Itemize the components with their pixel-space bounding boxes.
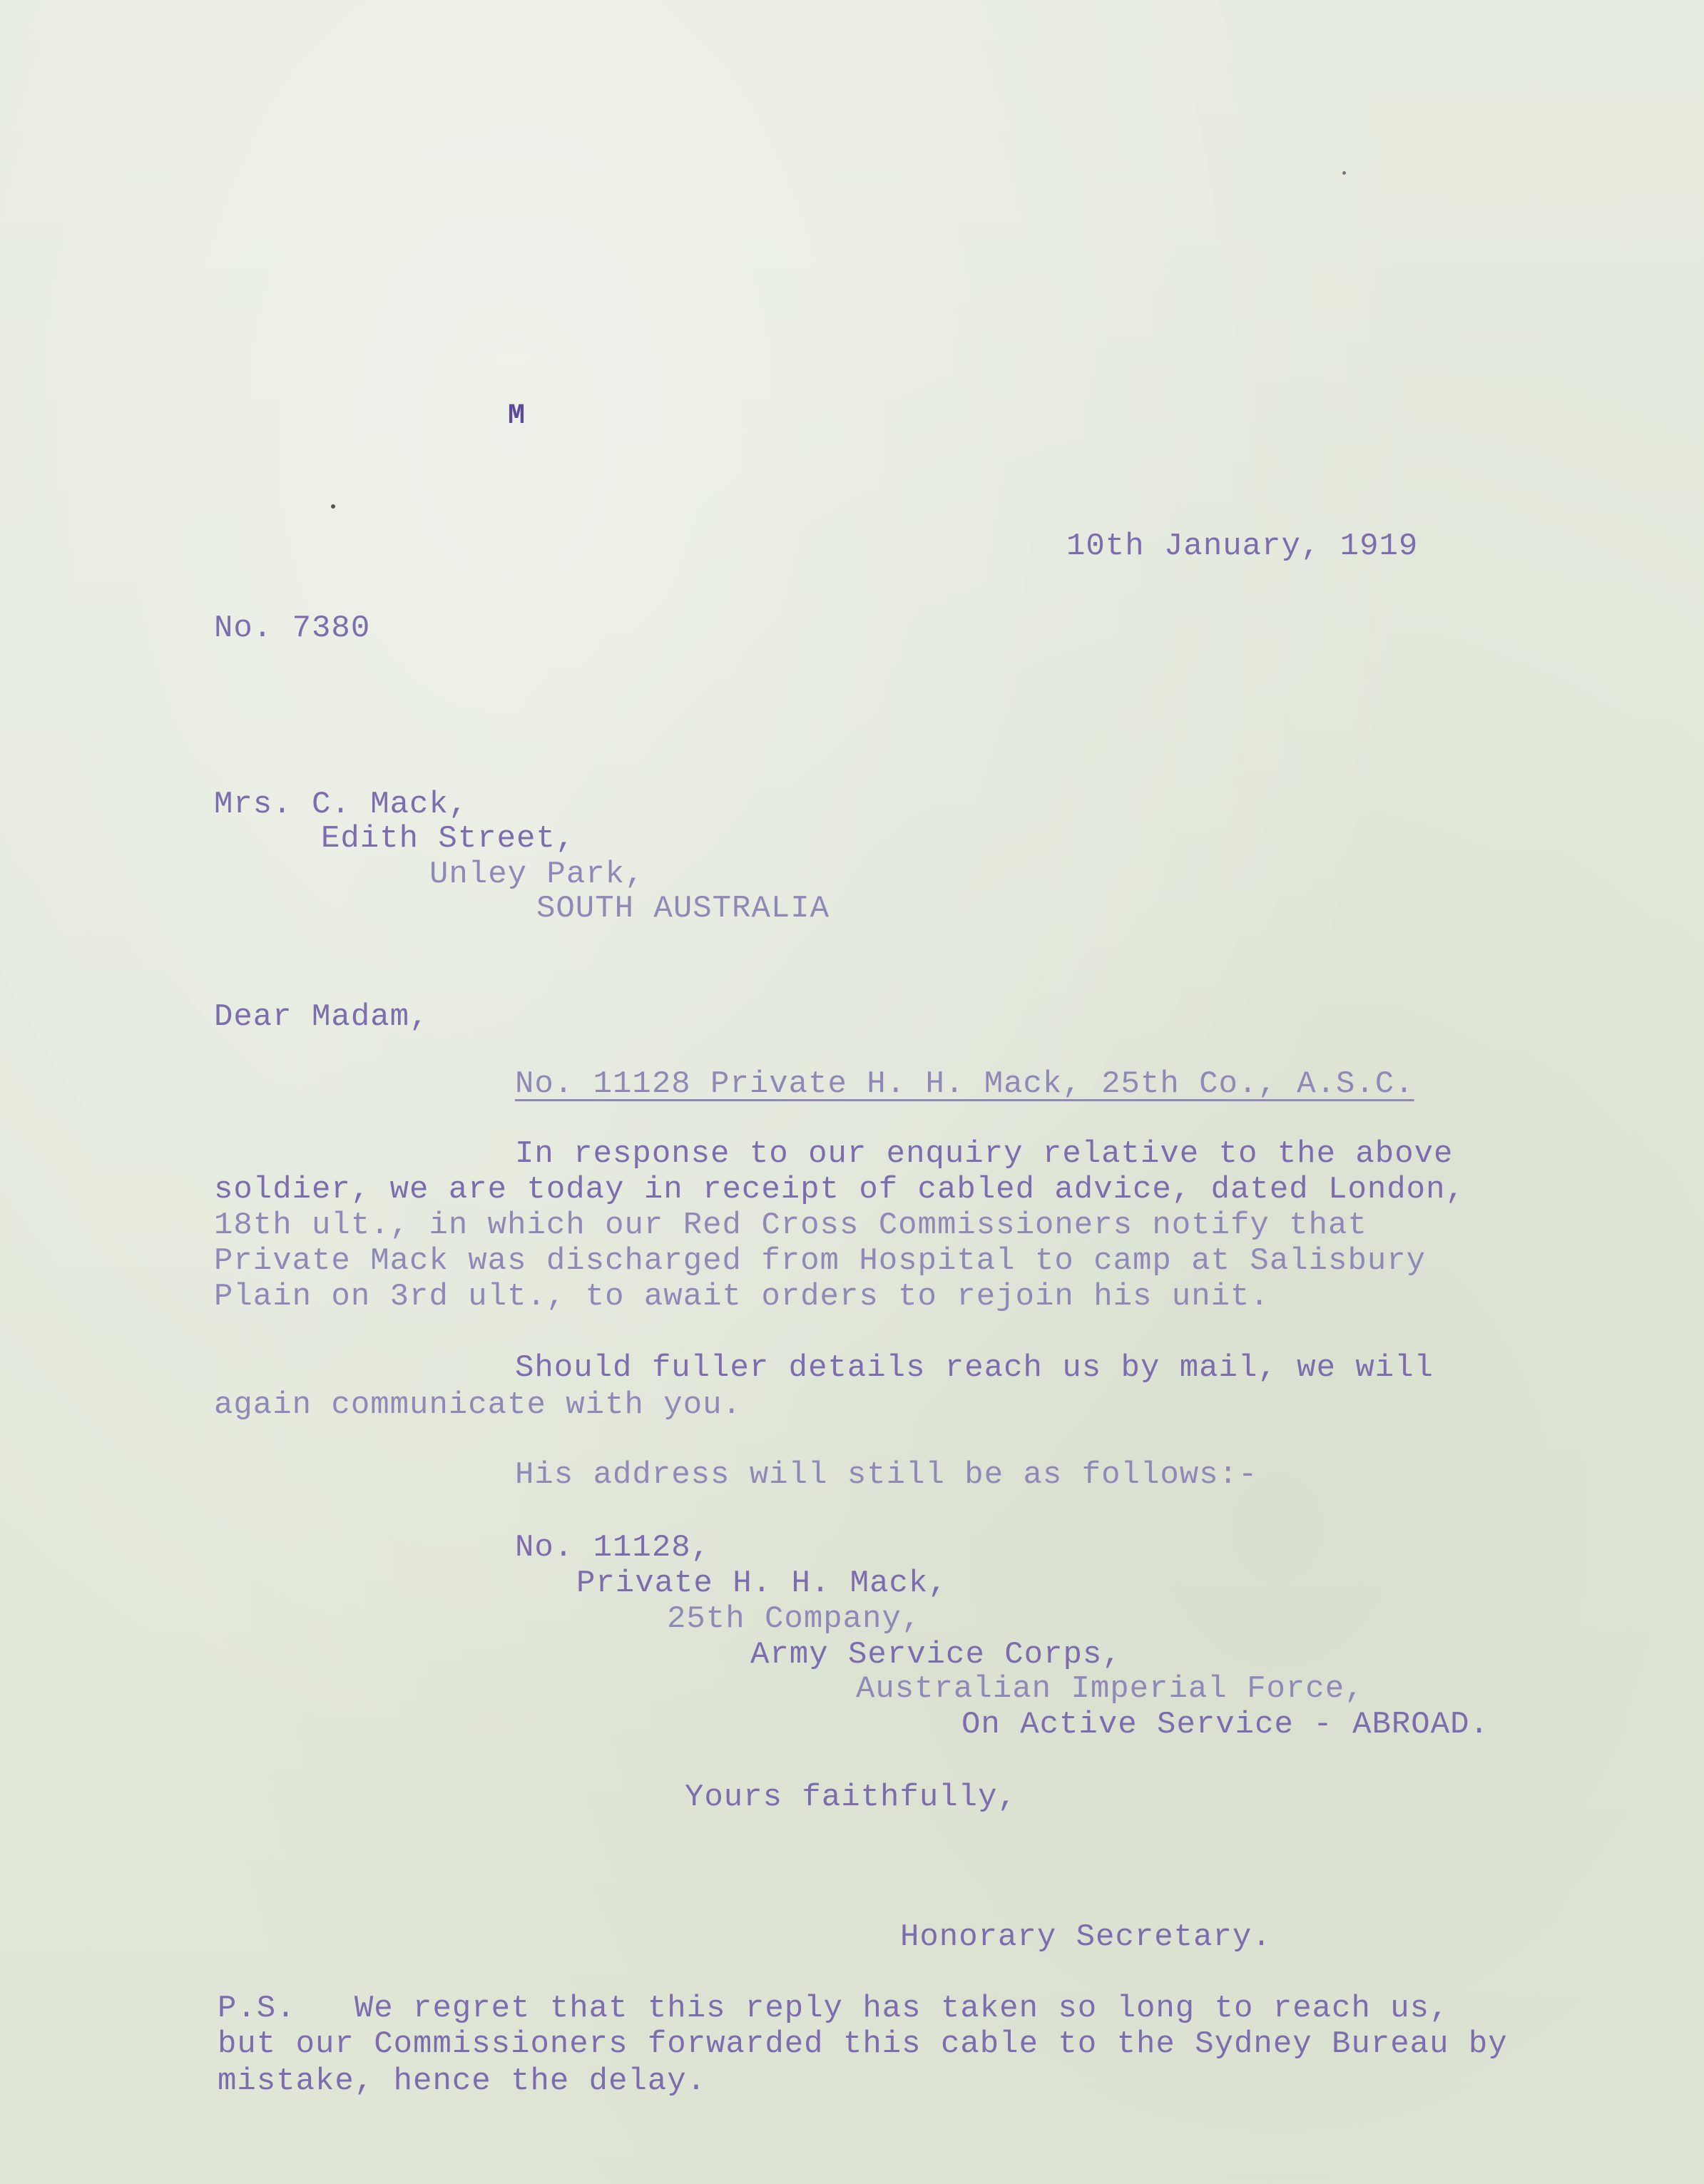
file-mark: M [508, 400, 526, 432]
address-line: 25th Company, [667, 1601, 922, 1637]
reference-number: No. 7380 [214, 611, 371, 646]
body-line: Private Mack was discharged from Hospital to camp at Salisbury [214, 1243, 1427, 1279]
recipient-state: SOUTH AUSTRALIA [536, 891, 830, 927]
body-line: Plain on 3rd ult., to await orders to rejoin his unit. [214, 1279, 1270, 1315]
body-line: again communicate with you. [214, 1387, 742, 1423]
body-line: In response to our enquiry relative to the above [515, 1136, 1454, 1172]
address-line: Private H. H. Mack, [576, 1566, 948, 1601]
recipient-street: Edith Street, [321, 821, 576, 857]
recipient-suburb: Unley Park, [429, 857, 645, 892]
recipient-name: Mrs. C. Mack, [214, 787, 469, 822]
address-line: Army Service Corps, [750, 1637, 1122, 1673]
signature-title: Honorary Secretary. [900, 1919, 1272, 1955]
address-line: On Active Service - ABROAD. [961, 1707, 1489, 1742]
body-line: Should fuller details reach us by mail, we will [515, 1350, 1434, 1386]
address-line: Australian Imperial Force, [856, 1671, 1364, 1707]
ink-speck [1342, 171, 1346, 175]
body-paragraph-3: His address will still be as follows:- [515, 1457, 1258, 1493]
postscript-line: mistake, hence the delay. [218, 2063, 707, 2099]
closing: Yours faithfully, [685, 1780, 1017, 1815]
postscript-line: P.S. We regret that this reply has taken so long to reach us, [218, 1991, 1449, 2026]
salutation: Dear Madam, [214, 999, 429, 1035]
body-line: soldier, we are today in receipt of cabled advice, dated London, [214, 1172, 1465, 1208]
subject-line: No. 11128 Private H. H. Mack, 25th Co., A.S.C. [515, 1066, 1414, 1102]
postscript-line: but our Commissioners forwarded this cable to the Sydney Bureau by [218, 2026, 1508, 2062]
letter-date: 10th January, 1919 [1066, 529, 1419, 564]
ink-speck [331, 504, 335, 509]
body-line: 18th ult., in which our Red Cross Commissioners notify that [214, 1208, 1367, 1243]
address-line: No. 11128, [515, 1530, 711, 1566]
